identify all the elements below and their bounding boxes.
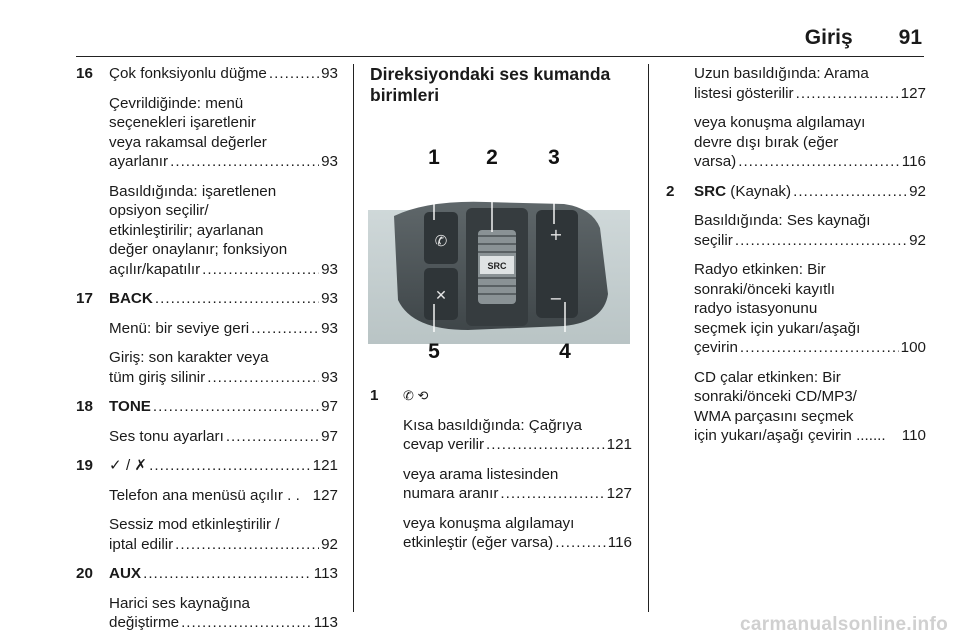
paragraph: [694, 368, 926, 446]
page-ref: 121: [606, 436, 632, 453]
line-text: değiştirme: [109, 614, 180, 631]
entry-number: 2: [666, 182, 675, 200]
section-title: Direksiyondaki ses kumanda birimleri: [370, 64, 611, 105]
line-text: devre dışı bırak (eğer: [694, 133, 839, 151]
entry-19: [76, 456, 338, 564]
text-line: [109, 319, 338, 339]
paragraph: [109, 515, 338, 554]
line-text: numara aranır: [403, 485, 499, 502]
entry-heading: [109, 64, 338, 84]
text-line: [109, 594, 338, 614]
entry-number: 18: [76, 398, 93, 415]
text-line: [694, 133, 926, 153]
page-ref: 97: [321, 398, 338, 415]
minus-icon: −: [549, 289, 563, 308]
leader-dots: [153, 397, 319, 417]
text-line: [109, 397, 338, 417]
entry-body: [109, 289, 338, 397]
entry-heading: [109, 397, 338, 417]
line-text: seçmek için yukarı/aşağı: [694, 319, 861, 337]
page-ref: 116: [607, 534, 632, 551]
entry-number: 20: [76, 565, 93, 582]
callout-3: 3: [548, 146, 560, 169]
paragraph: [109, 319, 338, 339]
leader-dots: [251, 319, 319, 339]
callout-2: 2: [486, 146, 498, 169]
heading-rest: (Kaynak): [726, 182, 792, 200]
text-line: [694, 64, 926, 84]
page-ref: 92: [909, 231, 926, 249]
text-line: [694, 338, 926, 358]
line-text: veya konuşma algılamayı: [403, 514, 575, 532]
line-text: Basıldığında: işaretlenen: [109, 182, 277, 200]
line-text: ayarlanır: [109, 153, 169, 170]
paragraph: [109, 348, 338, 387]
text-line: [694, 231, 926, 251]
mute-icon: ✕: [435, 288, 447, 304]
text-line: [109, 368, 338, 388]
text-line: [109, 260, 338, 280]
line-text: etkinleştirilir; ayarlanan: [109, 221, 264, 239]
text-line: [109, 486, 338, 506]
line-text: seçenekleri işaretlenir: [109, 114, 256, 131]
steering-controls-figure: [368, 144, 630, 366]
entry-heading: [694, 182, 926, 202]
line-text: WMA parçasını seçmek: [694, 407, 854, 425]
continued-text: [694, 64, 926, 172]
page-ref: 100: [900, 339, 926, 356]
line-text: veya konuşma algılamayı: [694, 114, 866, 131]
text-line: [109, 64, 338, 84]
callout-5: 5: [428, 340, 440, 363]
page-header: [805, 26, 922, 50]
text-line: [403, 514, 632, 534]
header-title: Giriş: [804, 26, 853, 49]
page-ref: 113: [313, 565, 338, 582]
line-text: CD çalar etkinken: Bir: [694, 368, 841, 386]
line-text: Menü: bir seviye geri: [109, 319, 250, 337]
header-rule: [76, 56, 924, 57]
entry-body: [109, 564, 338, 643]
text-line: [109, 182, 338, 202]
text-line: [694, 426, 926, 446]
text-line: [109, 427, 338, 447]
right-column: [666, 64, 926, 466]
text-line: [694, 113, 926, 133]
line-text: tüm giriş silinir: [109, 368, 206, 386]
line-text: BACK: [109, 290, 153, 307]
text-line: [403, 533, 632, 553]
page-ref: 93: [321, 368, 338, 386]
text-line: [694, 152, 926, 172]
text-line: [694, 84, 926, 104]
entry-body: [109, 397, 338, 456]
entry-heading: [109, 456, 338, 476]
line-text: radyo istasyonunu: [694, 300, 818, 317]
text-line: [403, 465, 632, 485]
text-line: [109, 152, 338, 172]
entry-heading: [109, 564, 338, 584]
page-ref: 116: [901, 153, 926, 170]
line-text: açılır/kapatılır: [109, 260, 201, 278]
page-ref: 93: [321, 319, 338, 337]
entry-body: [109, 64, 338, 289]
line-text: çevirin: [694, 339, 738, 356]
text-line: [109, 133, 338, 153]
line-text: listesi gösterilir: [694, 84, 794, 102]
line-text: Uzun basıldığında: Arama: [694, 65, 869, 82]
paragraph: [403, 514, 632, 553]
line-text: veya arama listesinden: [403, 465, 559, 483]
text-line: [694, 260, 926, 280]
page-ref: 121: [312, 457, 338, 474]
text-line: [109, 515, 338, 535]
entry-16: [76, 64, 338, 289]
page-ref: 110: [901, 427, 926, 444]
text-line: [694, 387, 926, 407]
text-line: [694, 319, 926, 339]
line-text: Sessiz mod etkinleştirilir /: [109, 516, 280, 533]
middle-column: [370, 64, 632, 573]
entry-2: [666, 182, 926, 456]
leader-dots: [226, 427, 319, 447]
line-text: varsa): [694, 153, 737, 170]
text-line: [694, 368, 926, 388]
text-line: [109, 456, 338, 476]
leader-dots: [555, 533, 606, 553]
line-text: Basıldığında: Ses kaynağı: [694, 212, 871, 229]
paragraph: [109, 486, 338, 506]
leader-dots: [207, 368, 319, 388]
text-line: [109, 113, 338, 133]
left-column: [76, 64, 338, 643]
line-text: Çok fonksiyonlu düğme: [109, 65, 267, 82]
leader-dots: [181, 613, 312, 633]
entry-number: 17: [76, 290, 93, 307]
paragraph: [694, 260, 926, 358]
paragraph: [109, 594, 338, 633]
text-line: [109, 348, 338, 368]
line-text: cevap verilir: [403, 436, 485, 453]
entry-number: 16: [76, 65, 93, 82]
line-text: için yukarı/aşağı çevirin .......: [694, 427, 886, 444]
leader-dots: [740, 338, 899, 358]
paragraph: [694, 113, 926, 172]
line-text: iptal edilir: [109, 535, 174, 553]
paragraph: [109, 182, 338, 280]
line-text: Radyo etkinken: Bir: [694, 261, 826, 278]
entry-number: 19: [76, 457, 93, 474]
leader-dots: [796, 84, 899, 104]
line-text: sonraki/önceki CD/MP3/: [694, 388, 857, 405]
page-ref: 92: [909, 182, 926, 200]
paragraph: [694, 211, 926, 250]
line-text: opsiyon seçilir/: [109, 202, 209, 219]
leader-dots: [500, 484, 604, 504]
line-text: TONE: [109, 398, 151, 415]
paragraph: [403, 465, 632, 504]
text-line: [109, 535, 338, 555]
page-ref: 93: [321, 290, 338, 307]
paragraph: [694, 64, 926, 103]
page-number: 91: [898, 26, 922, 49]
entry-symbols: ✆ ⟲: [403, 388, 429, 403]
callout-1: 1: [428, 146, 440, 169]
plus-icon: +: [549, 225, 563, 244]
text-line: [109, 201, 338, 221]
column-divider-1: [353, 64, 354, 612]
entry-18: [76, 397, 338, 456]
watermark: carmanualsonline.info: [740, 614, 948, 635]
leader-dots: [175, 535, 319, 555]
paragraph: [109, 94, 338, 172]
text-line: [109, 564, 338, 584]
callout-4: 4: [559, 340, 571, 363]
leader-dots: [202, 260, 319, 280]
leader-dots: [793, 182, 907, 202]
page-ref: 93: [321, 260, 338, 278]
entry-heading: [109, 289, 338, 309]
page-ref: 97: [321, 427, 338, 445]
entry-body: [694, 182, 926, 456]
page-ref: 127: [312, 486, 338, 504]
column-divider-2: [648, 64, 649, 612]
page-ref: 93: [321, 65, 338, 82]
text-line: [694, 407, 926, 427]
page-ref: 93: [321, 153, 338, 170]
page-ref: 127: [900, 84, 926, 102]
text-line: [109, 613, 338, 633]
heading-bold: SRC: [694, 182, 727, 200]
text-line: [109, 289, 338, 309]
leader-dots: [155, 289, 319, 309]
entry-1: [370, 386, 632, 563]
leader-dots: [486, 435, 605, 455]
leader-dots: [149, 456, 311, 476]
text-line: [403, 435, 632, 455]
line-text: Çevrildiğinde: menü: [109, 94, 244, 112]
line-text: değer onaylanır; fonksiyon: [109, 241, 288, 258]
text-line: [694, 280, 926, 300]
page-ref: 113: [313, 614, 338, 631]
leader-dots: [738, 152, 900, 172]
entry-body: [109, 456, 338, 564]
entry-20: [76, 564, 338, 643]
src-label: SRC: [487, 261, 507, 271]
line-text: Giriş: son karakter veya: [109, 349, 269, 366]
paragraph: [109, 427, 338, 447]
text-line: [403, 484, 632, 504]
line-text: Kısa basıldığında: Çağrıya: [403, 416, 582, 434]
leader-dots: [170, 152, 319, 172]
page-ref: 127: [606, 485, 632, 502]
leader-dots: [269, 64, 319, 84]
entry-body: [403, 386, 632, 563]
line-text: sonraki/önceki kayıtlı: [694, 280, 835, 298]
line-text: veya rakamsal değerler: [109, 133, 267, 151]
leader-dots: [143, 564, 312, 584]
leader-dots: [735, 231, 907, 251]
entry-17: [76, 289, 338, 397]
text-line: [109, 221, 338, 241]
text-line: [694, 299, 926, 319]
line-text: ✓ / ✗: [109, 457, 148, 474]
line-text: Harici ses kaynağına: [109, 594, 250, 612]
line-text: Telefon ana menüsü açılır . .: [109, 486, 300, 504]
text-line: [403, 416, 632, 436]
line-text: seçilir: [694, 231, 733, 249]
entry-number: 1: [370, 387, 379, 404]
line-text: Ses tonu ayarları: [109, 427, 224, 445]
text-line: [109, 240, 338, 260]
text-line: [109, 94, 338, 114]
phone-icon: ✆: [434, 232, 448, 250]
paragraph: [403, 416, 632, 455]
line-text: AUX: [109, 565, 142, 582]
page-ref: 92: [321, 535, 338, 553]
text-line: [694, 211, 926, 231]
line-text: etkinleştir (eğer varsa): [403, 534, 554, 551]
